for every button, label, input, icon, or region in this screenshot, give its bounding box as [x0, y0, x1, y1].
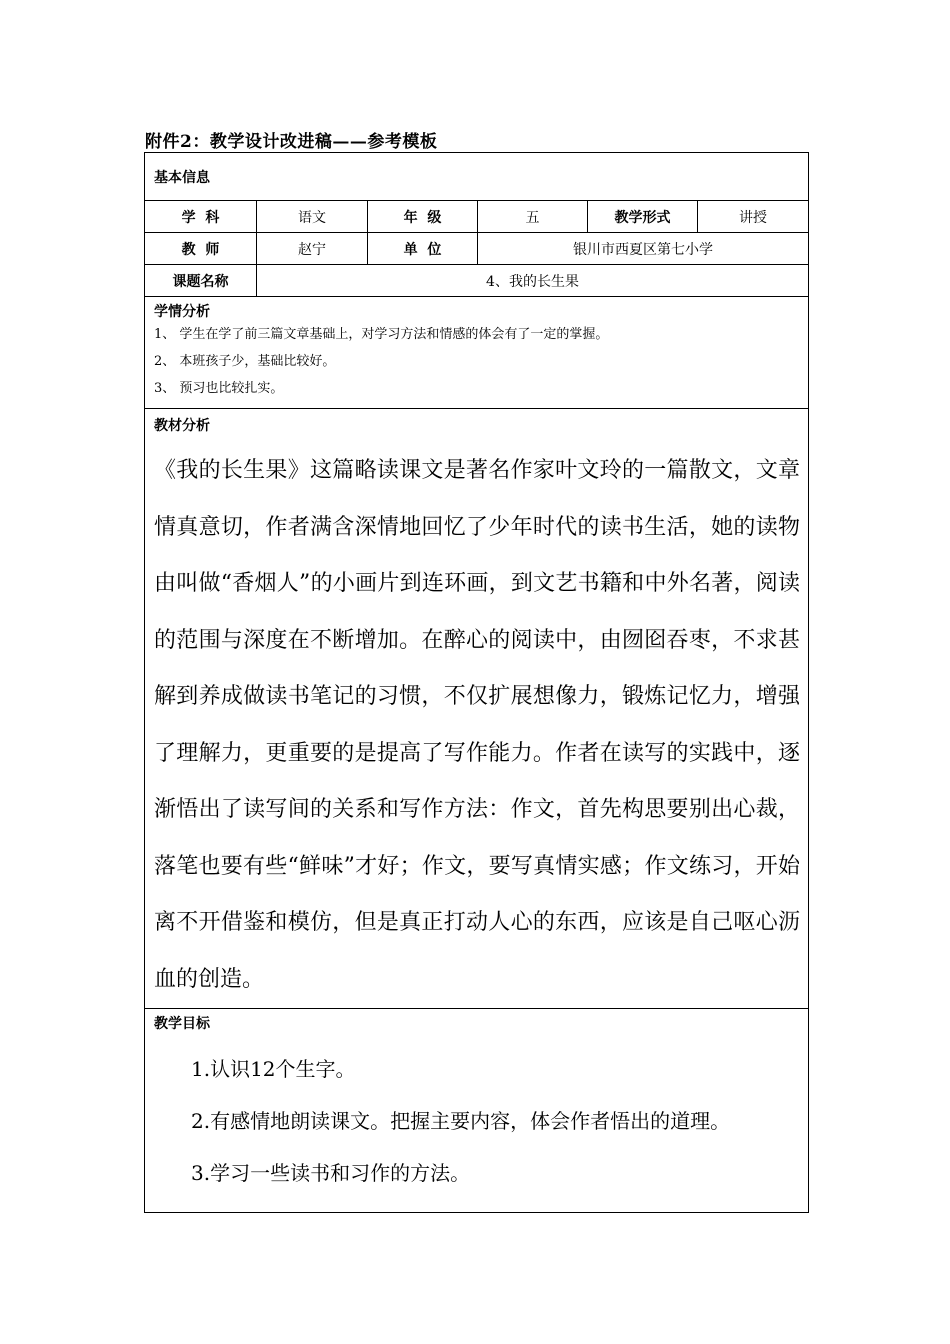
teaching-goals-heading: 教学目标 — [154, 1016, 210, 1032]
lesson-row — [145, 265, 809, 297]
teaching-goal-1: 1.认识12个生字。 — [191, 1057, 356, 1081]
subject-row — [145, 201, 809, 233]
teaching-goal-2: 2.有感情地朗读课文。把握主要内容，体会作者悟出的道理。 — [191, 1109, 731, 1133]
lesson-title-label: 课题名称 — [145, 265, 257, 297]
material-analysis-row — [145, 409, 809, 1009]
teacher-label: 教 师 — [145, 233, 257, 265]
subject-value: 语文 — [257, 201, 368, 233]
teaching-form-value: 讲授 — [698, 201, 809, 233]
teaching-goal-3: 3.学习一些读书和习作的方法。 — [191, 1161, 471, 1185]
teacher-row — [145, 233, 809, 265]
basic-info-heading: 基本信息 — [145, 153, 809, 201]
student-analysis-line-1: 1、 学生在学了前三篇文章基础上，对学习方法和情感的体会有了一定的掌握。 — [154, 327, 609, 342]
lesson-title-value: 4、我的长生果 — [257, 265, 809, 297]
grade-label: 年 级 — [368, 201, 478, 233]
material-analysis-cell — [145, 409, 809, 1009]
teaching-form-label: 教学形式 — [588, 201, 698, 233]
material-analysis-text: 《我的长生果》这篇略读课文是著名作家叶文玲的一篇散文，文章情真意切，作者满含深情地回忆了少年时代的读书生活，她的读物由叫做“香烟人”的小画片到连环画，到文艺书籍和中外名著，阅读的范围与深度在不断增加。在醉心的阅读中，由囫囵吞枣，不求甚解到养成做读书笔记的习惯，不仅扩展想像力，锻炼记忆力，增强了理解力，更重要的是提高了写作能力。作者在读写的实践中，逐渐悟出了读写间的关系和写作方法：作文，首先构思要别出心裁，落笔也要有些“鲜味”才好；作文，要写真情实感；作文练习，开始离不开借鉴和模仿，但是真正打动人心的东西，应该是自己呕心沥血的创造。 — [154, 458, 800, 992]
student-analysis-cell — [145, 297, 809, 409]
teaching-goals-row — [145, 1009, 809, 1213]
unit-label: 单 位 — [368, 233, 478, 265]
student-analysis-line-2: 2、 本班孩子少，基础比较好。 — [154, 354, 336, 369]
lesson-plan-table — [144, 152, 809, 1213]
grade-value: 五 — [478, 201, 588, 233]
teaching-goals-cell — [145, 1009, 809, 1213]
student-analysis-heading: 学情分析 — [154, 304, 210, 320]
teacher-value: 赵宁 — [257, 233, 368, 265]
document-title: 附件2：教学设计改进稿——参考模板 — [145, 132, 438, 152]
basic-info-row — [145, 153, 809, 201]
subject-label: 学 科 — [145, 201, 257, 233]
student-analysis-row — [145, 297, 809, 409]
unit-value: 银川市西夏区第七小学 — [478, 233, 809, 265]
student-analysis-line-3: 3、 预习也比较扎实。 — [154, 381, 284, 396]
material-analysis-heading: 教材分析 — [154, 418, 210, 434]
